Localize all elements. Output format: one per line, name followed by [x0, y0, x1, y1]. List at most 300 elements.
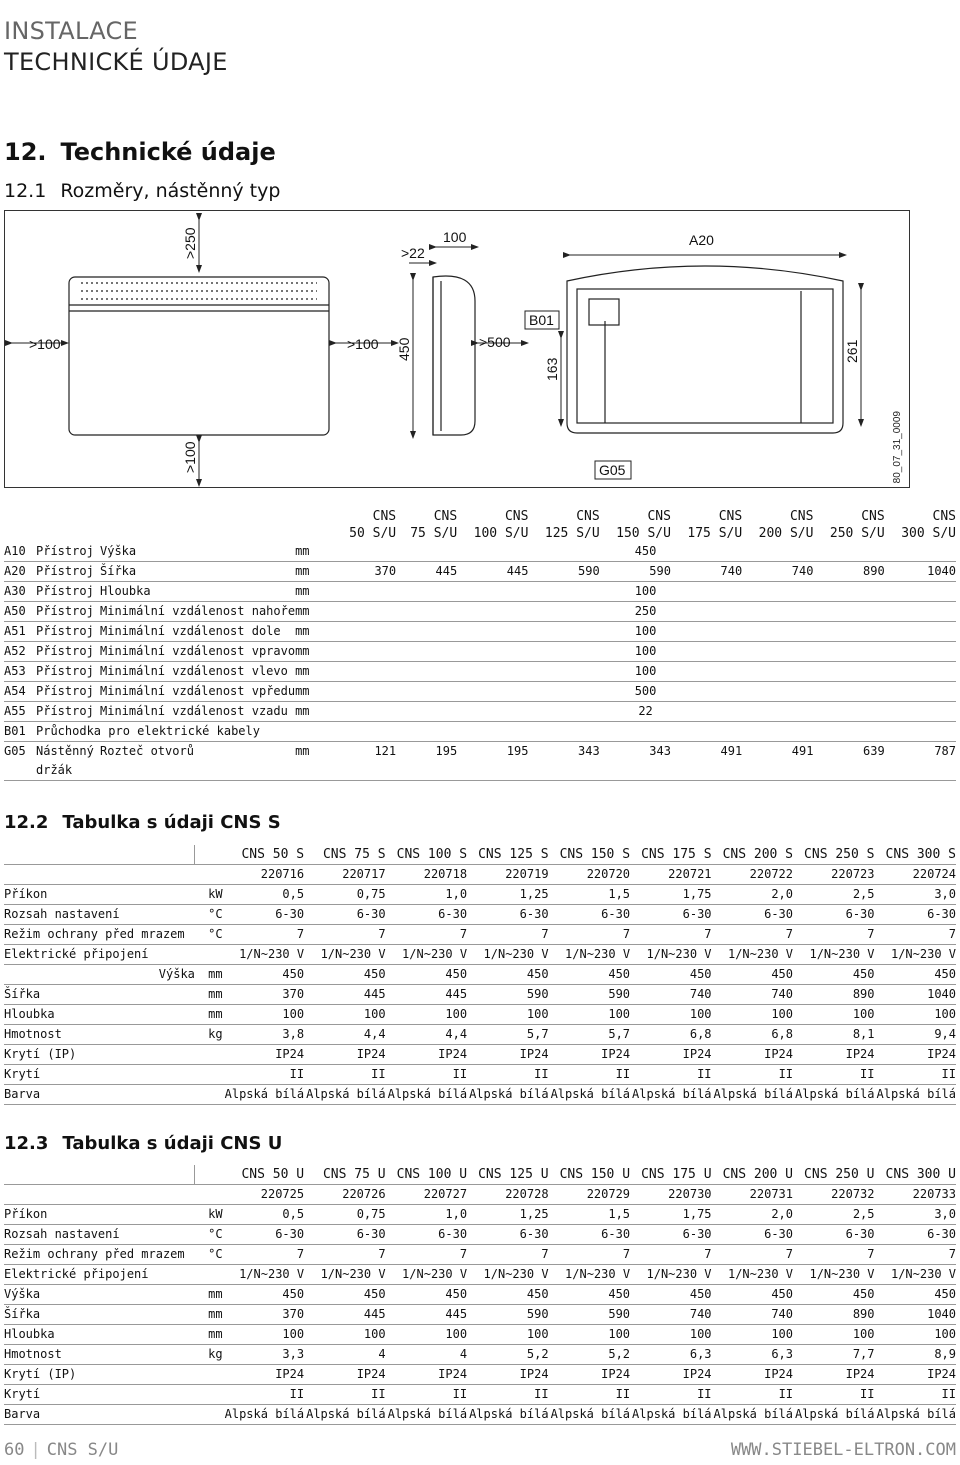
label-b01: B01 — [529, 312, 554, 328]
row-value: 450 — [712, 1285, 793, 1305]
row-unit — [195, 1365, 223, 1385]
spec-row — [4, 1225, 956, 1245]
model-header — [335, 508, 396, 542]
spec-row — [4, 1265, 956, 1285]
row-value: IP24 — [875, 1045, 957, 1065]
model-series: CNS — [433, 509, 458, 524]
row-label: Režim ochrany před mrazem — [4, 1245, 195, 1265]
row-parameter: Minimální vzdálenost dole — [100, 622, 295, 642]
spec-row — [4, 885, 956, 905]
row-unit: °C — [195, 1225, 223, 1245]
article-row — [4, 865, 956, 885]
row-unit: mm — [295, 602, 335, 622]
row-value: II — [875, 1385, 957, 1405]
row-value: 450 — [223, 965, 304, 985]
model-header — [600, 508, 671, 542]
row-value: 450 — [223, 1285, 304, 1305]
article-number: 220716 — [223, 865, 304, 885]
row-unit — [195, 1045, 223, 1065]
row-value: 7 — [549, 1245, 630, 1265]
article-number: 220733 — [875, 1185, 957, 1205]
section-12-3-heading — [4, 1133, 282, 1154]
row-part: Přístroj — [36, 702, 100, 722]
row-unit: mm — [295, 542, 335, 562]
row-label: Hmotnost — [4, 1345, 195, 1365]
row-unit: mm — [295, 562, 335, 582]
row-part: Nástěnný držák — [36, 742, 100, 781]
row-common-value: 450 — [335, 542, 956, 562]
header-spacer — [100, 508, 295, 542]
row-value: 1,25 — [467, 1205, 548, 1225]
row-value: 450 — [304, 1285, 385, 1305]
row-value: 450 — [875, 965, 957, 985]
row-label: Hloubka — [4, 1325, 195, 1345]
row-value: 100 — [793, 1005, 874, 1025]
model-series: CNS — [789, 509, 814, 524]
dims-row — [4, 542, 956, 562]
dimension-lines — [9, 217, 861, 483]
row-value: 1/N~230 V — [386, 945, 467, 965]
row-value: Alpská bílá — [549, 1085, 630, 1105]
row-value: IP24 — [712, 1365, 793, 1385]
label-top-250: >250 — [182, 227, 198, 259]
row-value: II — [467, 1385, 548, 1405]
row-unit — [195, 1265, 223, 1285]
row-value: 1,0 — [386, 885, 467, 905]
row-value: 7 — [467, 925, 548, 945]
dimensions-table — [4, 508, 956, 781]
row-value: Alpská bílá — [223, 1085, 304, 1105]
row-value: 1,75 — [630, 1205, 711, 1225]
row-value: Alpská bílá — [630, 1405, 711, 1425]
row-value: 2,0 — [712, 885, 793, 905]
article-number: 220727 — [386, 1185, 467, 1205]
row-value: 740 — [630, 985, 711, 1005]
model-header: CNS 300 S — [875, 845, 957, 865]
section-12-2-heading — [4, 812, 281, 833]
row-value: 100 — [549, 1005, 630, 1025]
row-value: 491 — [742, 742, 813, 781]
drawing-code: 80_07_31_0009 — [892, 410, 903, 483]
row-value: II — [793, 1065, 874, 1085]
article-number: 220718 — [386, 865, 467, 885]
row-label: Krytí — [4, 1065, 195, 1085]
row-value: 370 — [223, 985, 304, 1005]
spec-row — [4, 1085, 956, 1105]
row-parameter: Hloubka — [100, 582, 295, 602]
model-header: CNS 150 U — [549, 1165, 630, 1185]
model-header: CNS 100 U — [386, 1165, 467, 1185]
spec-row — [4, 1245, 956, 1265]
row-value: 6-30 — [304, 1225, 385, 1245]
row-unit: mm — [195, 985, 223, 1005]
spec-row — [4, 1345, 956, 1365]
spec-row — [4, 1025, 956, 1045]
row-part: Přístroj — [36, 582, 100, 602]
row-value: II — [793, 1385, 874, 1405]
header-blank — [4, 845, 195, 865]
row-code: A55 — [4, 702, 36, 722]
row-value: 1,5 — [549, 1205, 630, 1225]
row-value: Alpská bílá — [386, 1405, 467, 1425]
row-value: 590 — [467, 1305, 548, 1325]
row-unit: mm — [295, 682, 335, 702]
row-unit — [195, 1085, 223, 1105]
row-value: IP24 — [223, 1045, 304, 1065]
row-value: Alpská bílá — [223, 1405, 304, 1425]
row-label: Hloubka — [4, 1005, 195, 1025]
row-value: 740 — [671, 562, 742, 582]
row-unit: mm — [295, 742, 335, 781]
row-unit: mm — [195, 1305, 223, 1325]
row-value: IP24 — [304, 1365, 385, 1385]
row-value: 0,5 — [223, 885, 304, 905]
row-value: 100 — [875, 1005, 957, 1025]
row-value: IP24 — [549, 1045, 630, 1065]
row-value: 7 — [712, 1245, 793, 1265]
row-unit: °C — [195, 1245, 223, 1265]
row-value: 6-30 — [223, 905, 304, 925]
row-value: 890 — [793, 1305, 874, 1325]
article-number: 220723 — [793, 865, 874, 885]
row-value: 890 — [813, 562, 884, 582]
model-variant: 175 S/U — [687, 526, 743, 541]
row-part: Přístroj — [36, 602, 100, 622]
row-part: Přístroj — [36, 542, 100, 562]
row-unit: mm — [295, 702, 335, 722]
model-header — [528, 508, 599, 542]
row-value: 195 — [396, 742, 457, 781]
row-value: 100 — [304, 1325, 385, 1345]
dims-row — [4, 702, 956, 722]
row-label: Šířka — [4, 1305, 195, 1325]
row-value: IP24 — [467, 1045, 548, 1065]
row-value: 450 — [875, 1285, 957, 1305]
spec-row — [4, 1405, 956, 1425]
row-value: 370 — [223, 1305, 304, 1325]
row-unit: kW — [195, 885, 223, 905]
row-value: 7 — [630, 1245, 711, 1265]
article-number: 220731 — [712, 1185, 793, 1205]
row-value: 1/N~230 V — [467, 1265, 548, 1285]
row-value: 7 — [386, 1245, 467, 1265]
row-unit: kg — [195, 1025, 223, 1045]
model-header: CNS 175 U — [630, 1165, 711, 1185]
dims-row-b01 — [4, 722, 956, 742]
row-value: 7 — [304, 925, 385, 945]
row-value: Alpská bílá — [467, 1405, 548, 1425]
row-value: 100 — [386, 1005, 467, 1025]
row-value: Alpská bílá — [712, 1405, 793, 1425]
label-boxes — [525, 311, 631, 479]
header-line-1: INSTALACE — [4, 17, 139, 45]
row-value: 7 — [793, 925, 874, 945]
row-value: Alpská bílá — [712, 1085, 793, 1105]
row-value: IP24 — [386, 1045, 467, 1065]
row-value: 4 — [386, 1345, 467, 1365]
label-left-100: >100 — [29, 336, 61, 352]
row-value: 343 — [600, 742, 671, 781]
row-value: Alpská bílá — [793, 1085, 874, 1105]
article-number: 220728 — [467, 1185, 548, 1205]
row-value: 7 — [223, 1245, 304, 1265]
row-value: II — [223, 1385, 304, 1405]
row-unit: mm — [295, 582, 335, 602]
model-variant: 150 S/U — [616, 526, 671, 541]
row-value: 2,0 — [712, 1205, 793, 1225]
model-series: CNS — [932, 509, 956, 524]
model-header: CNS 300 U — [875, 1165, 957, 1185]
row-value: II — [630, 1385, 711, 1405]
row-value: 195 — [457, 742, 528, 781]
row-value: 6-30 — [549, 905, 630, 925]
article-number: 220721 — [630, 865, 711, 885]
spec-row — [4, 965, 956, 985]
header-spacer — [295, 508, 335, 542]
row-label: Šířka — [4, 985, 195, 1005]
header-blank — [4, 1165, 195, 1185]
dims-header-row — [4, 508, 956, 542]
dims-row — [4, 622, 956, 642]
row-unit — [195, 1065, 223, 1085]
dimension-drawing-svg — [5, 211, 911, 489]
row-value: 445 — [386, 985, 467, 1005]
row-code: A10 — [4, 542, 36, 562]
row-parameter: Minimální vzdálenost nahoře — [100, 602, 295, 622]
row-value: Alpská bílá — [630, 1085, 711, 1105]
label-height-450: 450 — [396, 337, 412, 361]
row-value: II — [304, 1385, 385, 1405]
model-header: CNS 100 S — [386, 845, 467, 865]
row-value: II — [875, 1065, 957, 1085]
label-261: 261 — [844, 339, 860, 363]
row-value: IP24 — [793, 1365, 874, 1385]
article-number: 220730 — [630, 1185, 711, 1205]
spec-row — [4, 905, 956, 925]
row-common-value: 250 — [335, 602, 956, 622]
row-value: 121 — [335, 742, 396, 781]
row-value: 450 — [467, 1285, 548, 1305]
row-value: 100 — [793, 1325, 874, 1345]
row-value: 9,4 — [875, 1025, 957, 1045]
row-value: 450 — [793, 965, 874, 985]
row-value: 1/N~230 V — [630, 945, 711, 965]
row-value: Alpská bílá — [304, 1085, 385, 1105]
dims-row — [4, 602, 956, 622]
row-value: 7 — [549, 925, 630, 945]
row-value: 100 — [549, 1325, 630, 1345]
row-value: Alpská bílá — [304, 1405, 385, 1425]
section-number: 12.1 — [4, 180, 47, 202]
row-value: 1040 — [875, 985, 957, 1005]
row-value: 100 — [712, 1325, 793, 1345]
row-label: Krytí (IP) — [4, 1365, 195, 1385]
section-title: Tabulka s údaji CNS U — [62, 1133, 283, 1154]
section-title: Technické údaje — [60, 138, 276, 166]
row-value: 740 — [742, 562, 813, 582]
row-value: 1/N~230 V — [875, 1265, 957, 1285]
row-part: Přístroj — [36, 682, 100, 702]
row-value: 450 — [386, 965, 467, 985]
row-value: 6-30 — [549, 1225, 630, 1245]
row-parameter: Výška — [100, 542, 295, 562]
footer-url[interactable]: WWW.STIEBEL-ELTRON.COM — [730, 1440, 956, 1460]
side-view — [433, 276, 475, 435]
model-header: CNS 50 S — [223, 845, 304, 865]
row-part: Přístroj — [36, 642, 100, 662]
row-value: 445 — [386, 1305, 467, 1325]
dims-row — [4, 582, 956, 602]
row-value: 0,5 — [223, 1205, 304, 1225]
label-g05: G05 — [599, 462, 626, 478]
model-series: CNS — [718, 509, 743, 524]
page-number: 60 — [4, 1440, 25, 1460]
article-spacer — [195, 865, 223, 885]
spec-row — [4, 1045, 956, 1065]
row-code: A20 — [4, 562, 36, 582]
row-value: 1040 — [885, 562, 956, 582]
model-header — [885, 508, 956, 542]
dims-row — [4, 682, 956, 702]
article-number: 220726 — [304, 1185, 385, 1205]
row-value: 6-30 — [793, 1225, 874, 1245]
spec-row — [4, 1305, 956, 1325]
row-value: 100 — [304, 1005, 385, 1025]
row-value: II — [549, 1385, 630, 1405]
spec-row — [4, 1285, 956, 1305]
row-value: 6,8 — [630, 1025, 711, 1045]
section-12-1-heading — [4, 180, 280, 202]
row-value: 445 — [304, 985, 385, 1005]
row-value: 639 — [813, 742, 884, 781]
row-value: 740 — [630, 1305, 711, 1325]
row-value: 100 — [386, 1325, 467, 1345]
row-value: 1/N~230 V — [304, 945, 385, 965]
row-value: 890 — [793, 985, 874, 1005]
data-table-cns-s — [4, 845, 956, 1105]
label-gap-22: >22 — [401, 245, 425, 261]
row-common-value: 100 — [335, 642, 956, 662]
label-163: 163 — [544, 357, 560, 381]
label-a20: A20 — [689, 232, 714, 248]
model-header: CNS 175 S — [630, 845, 711, 865]
row-common-value: 100 — [335, 582, 956, 602]
row-unit: °C — [195, 925, 223, 945]
row-value: 6-30 — [467, 1225, 548, 1245]
row-value: 100 — [630, 1325, 711, 1345]
row-value: II — [712, 1065, 793, 1085]
row-value: 7 — [793, 1245, 874, 1265]
spec-row — [4, 1325, 956, 1345]
row-value: 7 — [467, 1245, 548, 1265]
row-label: Příkon — [4, 1205, 195, 1225]
label-depth-100: 100 — [443, 229, 467, 245]
row-unit: °C — [195, 905, 223, 925]
row-value: 6-30 — [304, 905, 385, 925]
row-label: Režim ochrany před mrazem — [4, 925, 195, 945]
row-value: 370 — [335, 562, 396, 582]
model-series: CNS — [576, 509, 600, 524]
article-row — [4, 1185, 956, 1205]
row-value: 450 — [712, 965, 793, 985]
row-value: 6-30 — [712, 905, 793, 925]
row-value: IP24 — [467, 1365, 548, 1385]
row-value: IP24 — [386, 1365, 467, 1385]
model-header: CNS 200 S — [712, 845, 793, 865]
row-value: II — [223, 1065, 304, 1085]
article-number: 220732 — [793, 1185, 874, 1205]
row-value: IP24 — [630, 1365, 711, 1385]
spec-row — [4, 985, 956, 1005]
row-code: A53 — [4, 662, 36, 682]
row-parameter: Minimální vzdálenost vpředu — [100, 682, 295, 702]
row-parameter: Rozteč otvorů — [100, 742, 295, 781]
row-label: Krytí (IP) — [4, 1045, 195, 1065]
model-series: CNS — [647, 509, 671, 524]
row-unit: mm — [195, 1005, 223, 1025]
model-series: CNS — [861, 509, 885, 524]
model-variant: 300 S/U — [901, 526, 956, 541]
footer-separator: | — [30, 1440, 41, 1460]
row-value: 5,7 — [549, 1025, 630, 1045]
dims-row — [4, 562, 956, 582]
row-value: 1/N~230 V — [304, 1265, 385, 1285]
model-header: CNS 50 U — [223, 1165, 304, 1185]
model-series: CNS — [372, 509, 397, 524]
row-common-value: 500 — [335, 682, 956, 702]
row-value: II — [630, 1065, 711, 1085]
section-number: 12. — [4, 138, 47, 166]
row-value: 1/N~230 V — [712, 945, 793, 965]
article-spacer — [4, 865, 195, 885]
row-value: 100 — [223, 1005, 304, 1025]
row-value: 590 — [600, 562, 671, 582]
row-unit: kW — [195, 1205, 223, 1225]
row-label: Barva — [4, 1085, 195, 1105]
article-number: 220729 — [549, 1185, 630, 1205]
row-value: 1/N~230 V — [549, 945, 630, 965]
row-value: 100 — [467, 1005, 548, 1025]
row-value: 1/N~230 V — [712, 1265, 793, 1285]
row-value: 2,5 — [793, 1205, 874, 1225]
row-value: 7 — [630, 925, 711, 945]
row-parameter: Šířka — [100, 562, 295, 582]
row-value: II — [386, 1385, 467, 1405]
row-code: G05 — [4, 742, 36, 781]
model-header — [742, 508, 813, 542]
row-value: 7 — [223, 925, 304, 945]
model-variant: 200 S/U — [758, 526, 814, 541]
row-value: 1/N~230 V — [467, 945, 548, 965]
row-unit — [195, 1405, 223, 1425]
row-value: 100 — [630, 1005, 711, 1025]
label-right-100: >100 — [347, 336, 379, 352]
model-series: CNS — [504, 509, 529, 524]
row-label: Příkon — [4, 885, 195, 905]
dims-row-g05 — [4, 742, 956, 781]
row-value: IP24 — [793, 1045, 874, 1065]
row-value: 740 — [712, 985, 793, 1005]
row-unit: mm — [195, 1325, 223, 1345]
page-header — [4, 16, 228, 78]
row-label: Průchodka pro elektrické kabely — [36, 722, 956, 742]
row-unit — [195, 1385, 223, 1405]
row-value: 6-30 — [793, 905, 874, 925]
row-value: 8,9 — [875, 1345, 957, 1365]
row-common-value: 100 — [335, 622, 956, 642]
model-variant: 125 S/U — [544, 526, 600, 541]
row-value: 491 — [671, 742, 742, 781]
